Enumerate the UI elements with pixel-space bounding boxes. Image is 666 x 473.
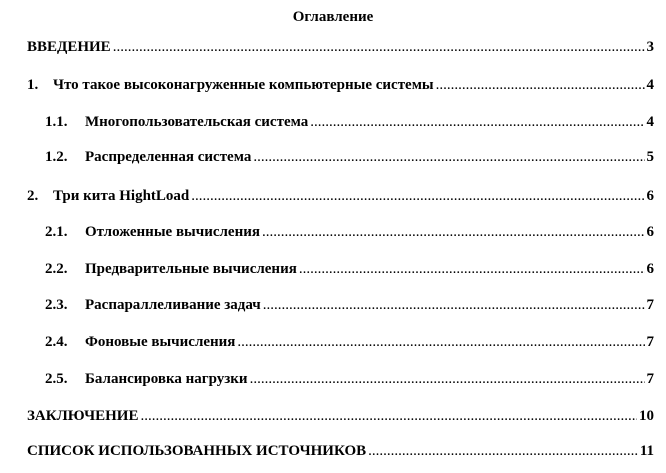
toc-entry-page: 7 [646,371,654,387]
toc-entry-text: Отложенные вычисления [85,224,260,240]
toc-entry-references[interactable] [27,441,654,461]
toc-entry-section-2-5[interactable] [45,369,654,389]
dot-leader [263,295,645,315]
toc-entry-text: ЗАКЛЮЧЕНИЕ [27,408,139,424]
toc-entry-section-2-2[interactable] [45,259,654,279]
toc-entry-section-2-4[interactable] [45,332,654,352]
toc-entry-section-2[interactable] [27,186,654,206]
toc-entry-page: 10 [639,408,654,424]
toc-entry-text: Распараллеливание задач [85,297,261,313]
toc-entry-number: 2.4. [45,334,68,350]
dot-leader [299,259,645,279]
toc-entry-number: 1.2. [45,149,68,165]
toc-entry-text: Три кита HightLoad [53,188,190,204]
toc-entry-page: 5 [646,149,654,165]
toc-entry-introduction[interactable] [27,37,654,57]
toc-entry-text: Фоновые вычисления [85,334,236,350]
toc-entry-number: 2.2. [45,261,68,277]
toc-entry-page: 6 [646,224,654,240]
toc-entry-page: 6 [646,261,654,277]
toc-entry-page: 3 [646,39,654,55]
toc-entry-section-2-3[interactable] [45,295,654,315]
dot-leader [191,186,644,206]
toc-entry-section-1-1[interactable] [45,112,654,132]
toc-entry-page: 4 [646,114,654,130]
toc-entry-page: 7 [646,334,654,350]
dot-leader [262,222,645,242]
toc-entry-page: 11 [639,443,654,459]
dot-leader [436,75,645,95]
toc-entry-number: 1.1. [45,114,68,130]
toc-entry-section-1-2[interactable] [45,147,654,167]
toc-entry-section-1[interactable] [27,75,654,95]
dot-leader [237,332,644,352]
toc-entry-conclusion[interactable] [27,406,654,426]
toc-entry-number: 2. [27,188,39,204]
toc-entry-section-2-1[interactable] [45,222,654,242]
dot-leader [113,37,645,57]
dot-leader [140,406,637,426]
toc-entry-number: 2.5. [45,371,68,387]
toc-entry-text: ВВЕДЕНИЕ [27,39,111,55]
toc-entry-number: 1. [27,77,39,93]
toc-entry-page: 7 [646,297,654,313]
toc-entry-text: Балансировка нагрузки [85,371,248,387]
toc-entry-page: 6 [646,188,654,204]
dot-leader [368,441,638,461]
toc-entry-text: Что такое высоконагруженные компьютерные системы [53,77,434,93]
dot-leader [310,112,644,132]
toc-entry-text: Распределенная система [85,149,252,165]
toc-entry-text: Многопользовательская система [85,114,309,130]
toc-entry-text: СПИСОК ИСПОЛЬЗОВАННЫХ ИСТОЧНИКОВ [27,443,367,459]
toc-title: Оглавление [292,9,374,25]
dot-leader [253,147,644,167]
toc-entry-page: 4 [646,77,654,93]
toc-entry-number: 2.1. [45,224,68,240]
toc-entry-number: 2.3. [45,297,68,313]
dot-leader [250,369,645,389]
toc-entry-text: Предварительные вычисления [85,261,297,277]
